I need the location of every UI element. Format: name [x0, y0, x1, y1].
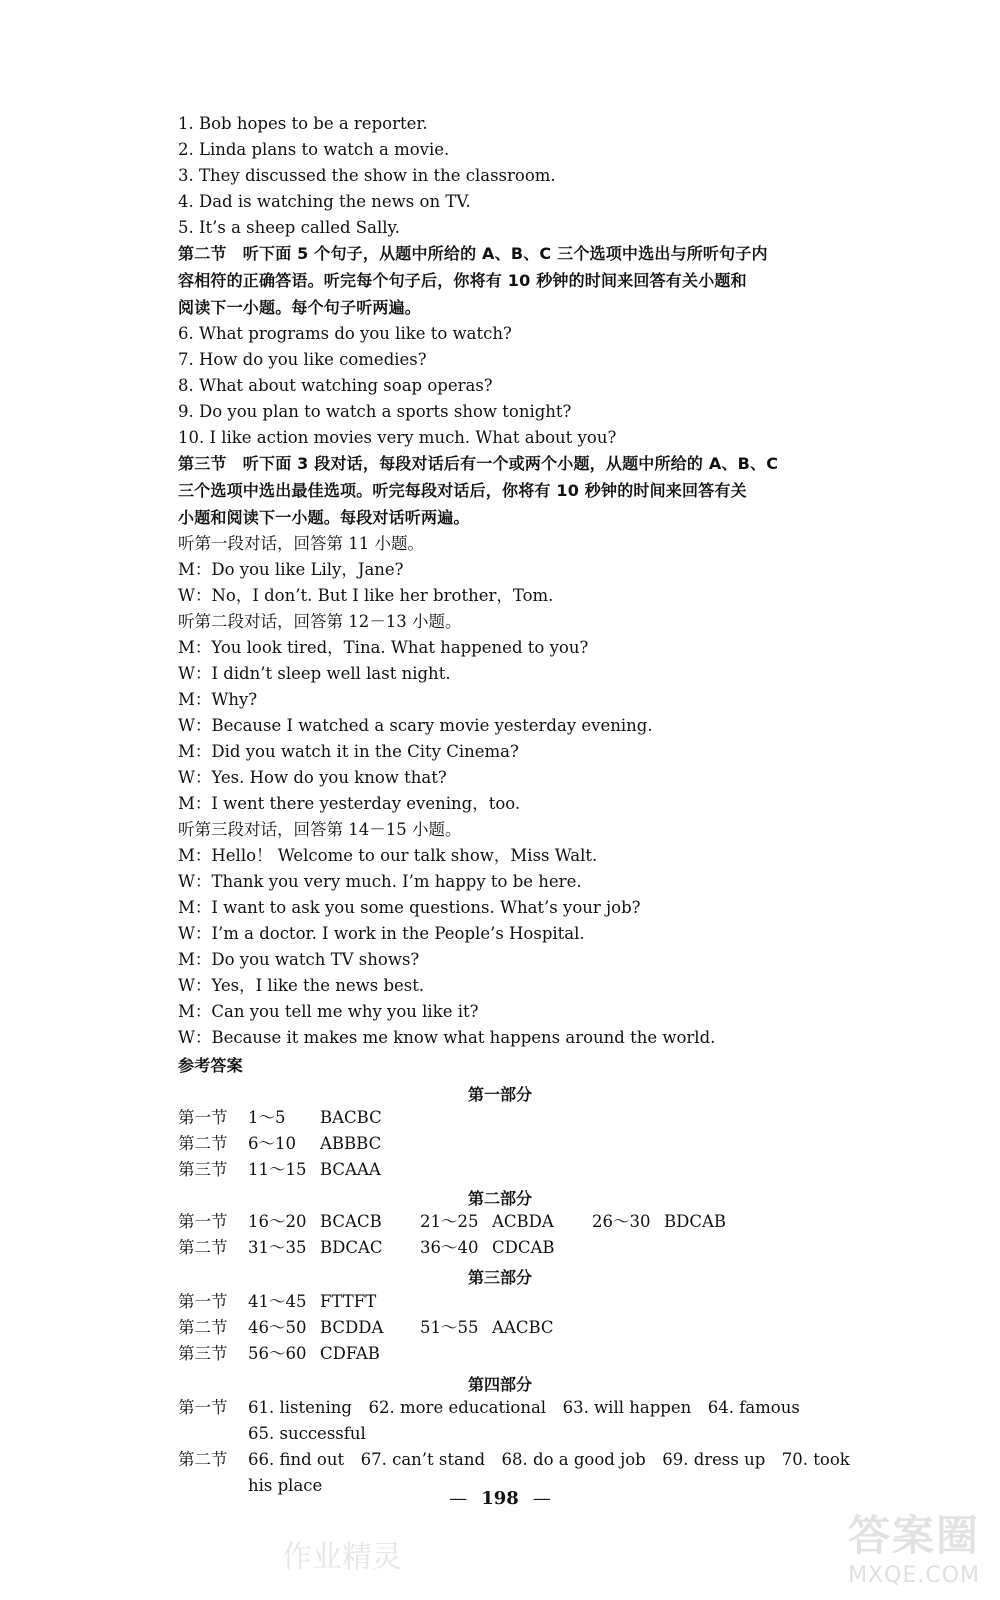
text-line: 7. How do you like comedies? — [178, 350, 427, 369]
answer-key: CDFAB — [320, 1344, 380, 1363]
answer-text: 66. find out 67. can’t stand 68. do a good job 69. dress up 70. took — [248, 1450, 850, 1469]
dialogue-line: M：Why? — [178, 690, 258, 709]
answer-key: BDCAC — [320, 1238, 383, 1257]
answer-row — [178, 1108, 420, 1128]
answer-range: 21～25 — [420, 1212, 479, 1231]
section-label: 第二节 — [178, 1134, 228, 1153]
text-line: 8. What about watching soap operas? — [178, 376, 493, 395]
section-label: 第一节 — [178, 1212, 228, 1231]
section-heading: 容相符的正确答语。听完每个句子后，你将有 10 秒钟的时间来回答有关小题和 — [178, 271, 747, 290]
answer-key: ACBDA — [492, 1212, 554, 1231]
answer-key: BACBC — [320, 1108, 382, 1127]
text-line: 9. Do you plan to watch a sports show tonight? — [178, 402, 572, 421]
watermark-logo — [848, 1503, 980, 1588]
dialogue-line: M：I want to ask you some questions. What’s your job? — [178, 898, 641, 917]
section-heading: 第二节 听下面 5 个句子，从题中所给的 A、B、C 三个选项中选出与所听句子内 — [178, 244, 768, 263]
dialogue-line: W：Yes，I like the news best. — [178, 976, 425, 995]
dialogue-intro: 听第三段对话，回答第 14－15 小题。 — [178, 820, 462, 839]
dialogue-line: W：Because I watched a scary movie yesterday evening. — [178, 716, 653, 735]
dialogue-line: M：Do you watch TV shows? — [178, 950, 420, 969]
section-heading: 三个选项中选出最佳选项。听完每段对话后，你将有 10 秒钟的时间来回答有关 — [178, 481, 747, 500]
answer-range: 41～45 — [248, 1292, 307, 1311]
dialogue-line: M：Did you watch it in the City Cinema? — [178, 742, 519, 761]
answer-row — [178, 1212, 764, 1232]
answer-row — [178, 1318, 592, 1338]
text-line: 10. I like action movies very much. What about you? — [178, 428, 617, 447]
section-label: 第三节 — [178, 1160, 228, 1179]
page-number: — 198 — — [449, 1488, 551, 1509]
answer-row — [178, 1344, 420, 1364]
part-title: 第一部分 — [467, 1085, 532, 1104]
section-label: 第一节 — [178, 1292, 228, 1311]
answer-range: 26～30 — [592, 1212, 651, 1231]
answer-key: BDCAB — [664, 1212, 727, 1231]
answer-text: 65. successful — [248, 1424, 366, 1443]
text-line: 4. Dad is watching the news on TV. — [178, 192, 471, 211]
dialogue-line: W：Because it makes me know what happens around the world. — [178, 1028, 716, 1047]
section-heading: 小题和阅读下一小题。每段对话听两遍。 — [178, 508, 470, 527]
dialogue-intro: 听第二段对话，回答第 12－13 小题。 — [178, 612, 462, 631]
part-title: 第四部分 — [467, 1375, 532, 1394]
answer-range: 51～55 — [420, 1318, 479, 1337]
part-title: 第三部分 — [467, 1268, 532, 1287]
part-title: 第二部分 — [467, 1189, 532, 1208]
text-line: 2. Linda plans to watch a movie. — [178, 140, 450, 159]
answer-range: 31～35 — [248, 1238, 307, 1257]
section-label: 第三节 — [178, 1344, 228, 1363]
answer-range: 36～40 — [420, 1238, 479, 1257]
section-heading: 阅读下一小题。每个句子听两遍。 — [178, 298, 422, 317]
dialogue-intro: 听第一段对话，回答第 11 小题。 — [178, 534, 424, 553]
watermark-logo-text: 答案圈 — [847, 1511, 980, 1560]
dialogue-line: W：I didn’t sleep well last night. — [178, 664, 451, 683]
section-label: 第二节 — [178, 1318, 228, 1337]
section-label: 第二节 — [178, 1238, 228, 1257]
watermark-text: 作业精灵 — [282, 1540, 402, 1575]
section-label: 第一节 — [178, 1398, 228, 1417]
answer-text: 61. listening 62. more educational 63. will happen 64. famous — [248, 1398, 800, 1417]
answer-range: 56～60 — [248, 1344, 307, 1363]
answer-row — [178, 1238, 592, 1258]
answer-key: BCACB — [320, 1212, 382, 1231]
dialogue-line: W：No，I don’t. But I like her brother，Tom. — [178, 586, 554, 605]
section-heading: 第三节 听下面 3 段对话，每段对话后有一个或两个小题，从题中所给的 A、B、C — [178, 454, 779, 473]
dialogue-line: W：Yes. How do you know that? — [178, 768, 447, 787]
answer-key: BCDDA — [320, 1318, 384, 1337]
answer-key: CDCAB — [492, 1238, 555, 1257]
dialogue-line: M：You look tired，Tina. What happened to you? — [178, 638, 589, 657]
dialogue-line: W：I’m a doctor. I work in the People’s Hospital. — [178, 924, 585, 943]
answers-heading: 参考答案 — [178, 1056, 243, 1075]
answer-row — [178, 1160, 420, 1180]
answer-range: 46～50 — [248, 1318, 307, 1337]
watermark-url: MXQE.COM — [848, 1563, 980, 1588]
answer-row — [178, 1134, 420, 1154]
text-line: 1. Bob hopes to be a reporter. — [178, 114, 428, 133]
answer-range: 11～15 — [248, 1160, 307, 1179]
text-line: 6. What programs do you like to watch? — [178, 324, 512, 343]
answer-row — [178, 1398, 800, 1418]
dialogue-line: M：Hello！ Welcome to our talk show，Miss Walt. — [178, 846, 598, 865]
dialogue-line: M：Do you like Lily，Jane? — [178, 560, 404, 579]
answer-key: AACBC — [492, 1318, 554, 1337]
text-line: 5. It’s a sheep called Sally. — [178, 218, 400, 237]
dialogue-line: W：Thank you very much. I’m happy to be here. — [178, 872, 582, 891]
section-label: 第一节 — [178, 1108, 228, 1127]
text-line: 3. They discussed the show in the classroom. — [178, 166, 556, 185]
answer-range: 6～10 — [248, 1134, 296, 1153]
section-label: 第二节 — [178, 1450, 228, 1469]
answer-text: his place — [248, 1476, 323, 1495]
answer-key: BCAAA — [320, 1160, 381, 1179]
answer-key: ABBBC — [320, 1134, 382, 1153]
answer-row — [178, 1292, 420, 1312]
dialogue-line: M：I went there yesterday evening，too. — [178, 794, 521, 813]
answer-range: 16～20 — [248, 1212, 307, 1231]
answer-range: 1～5 — [248, 1108, 286, 1127]
dialogue-line: M：Can you tell me why you like it? — [178, 1002, 479, 1021]
answer-key: FTTFT — [320, 1292, 377, 1311]
answer-row — [178, 1450, 850, 1470]
